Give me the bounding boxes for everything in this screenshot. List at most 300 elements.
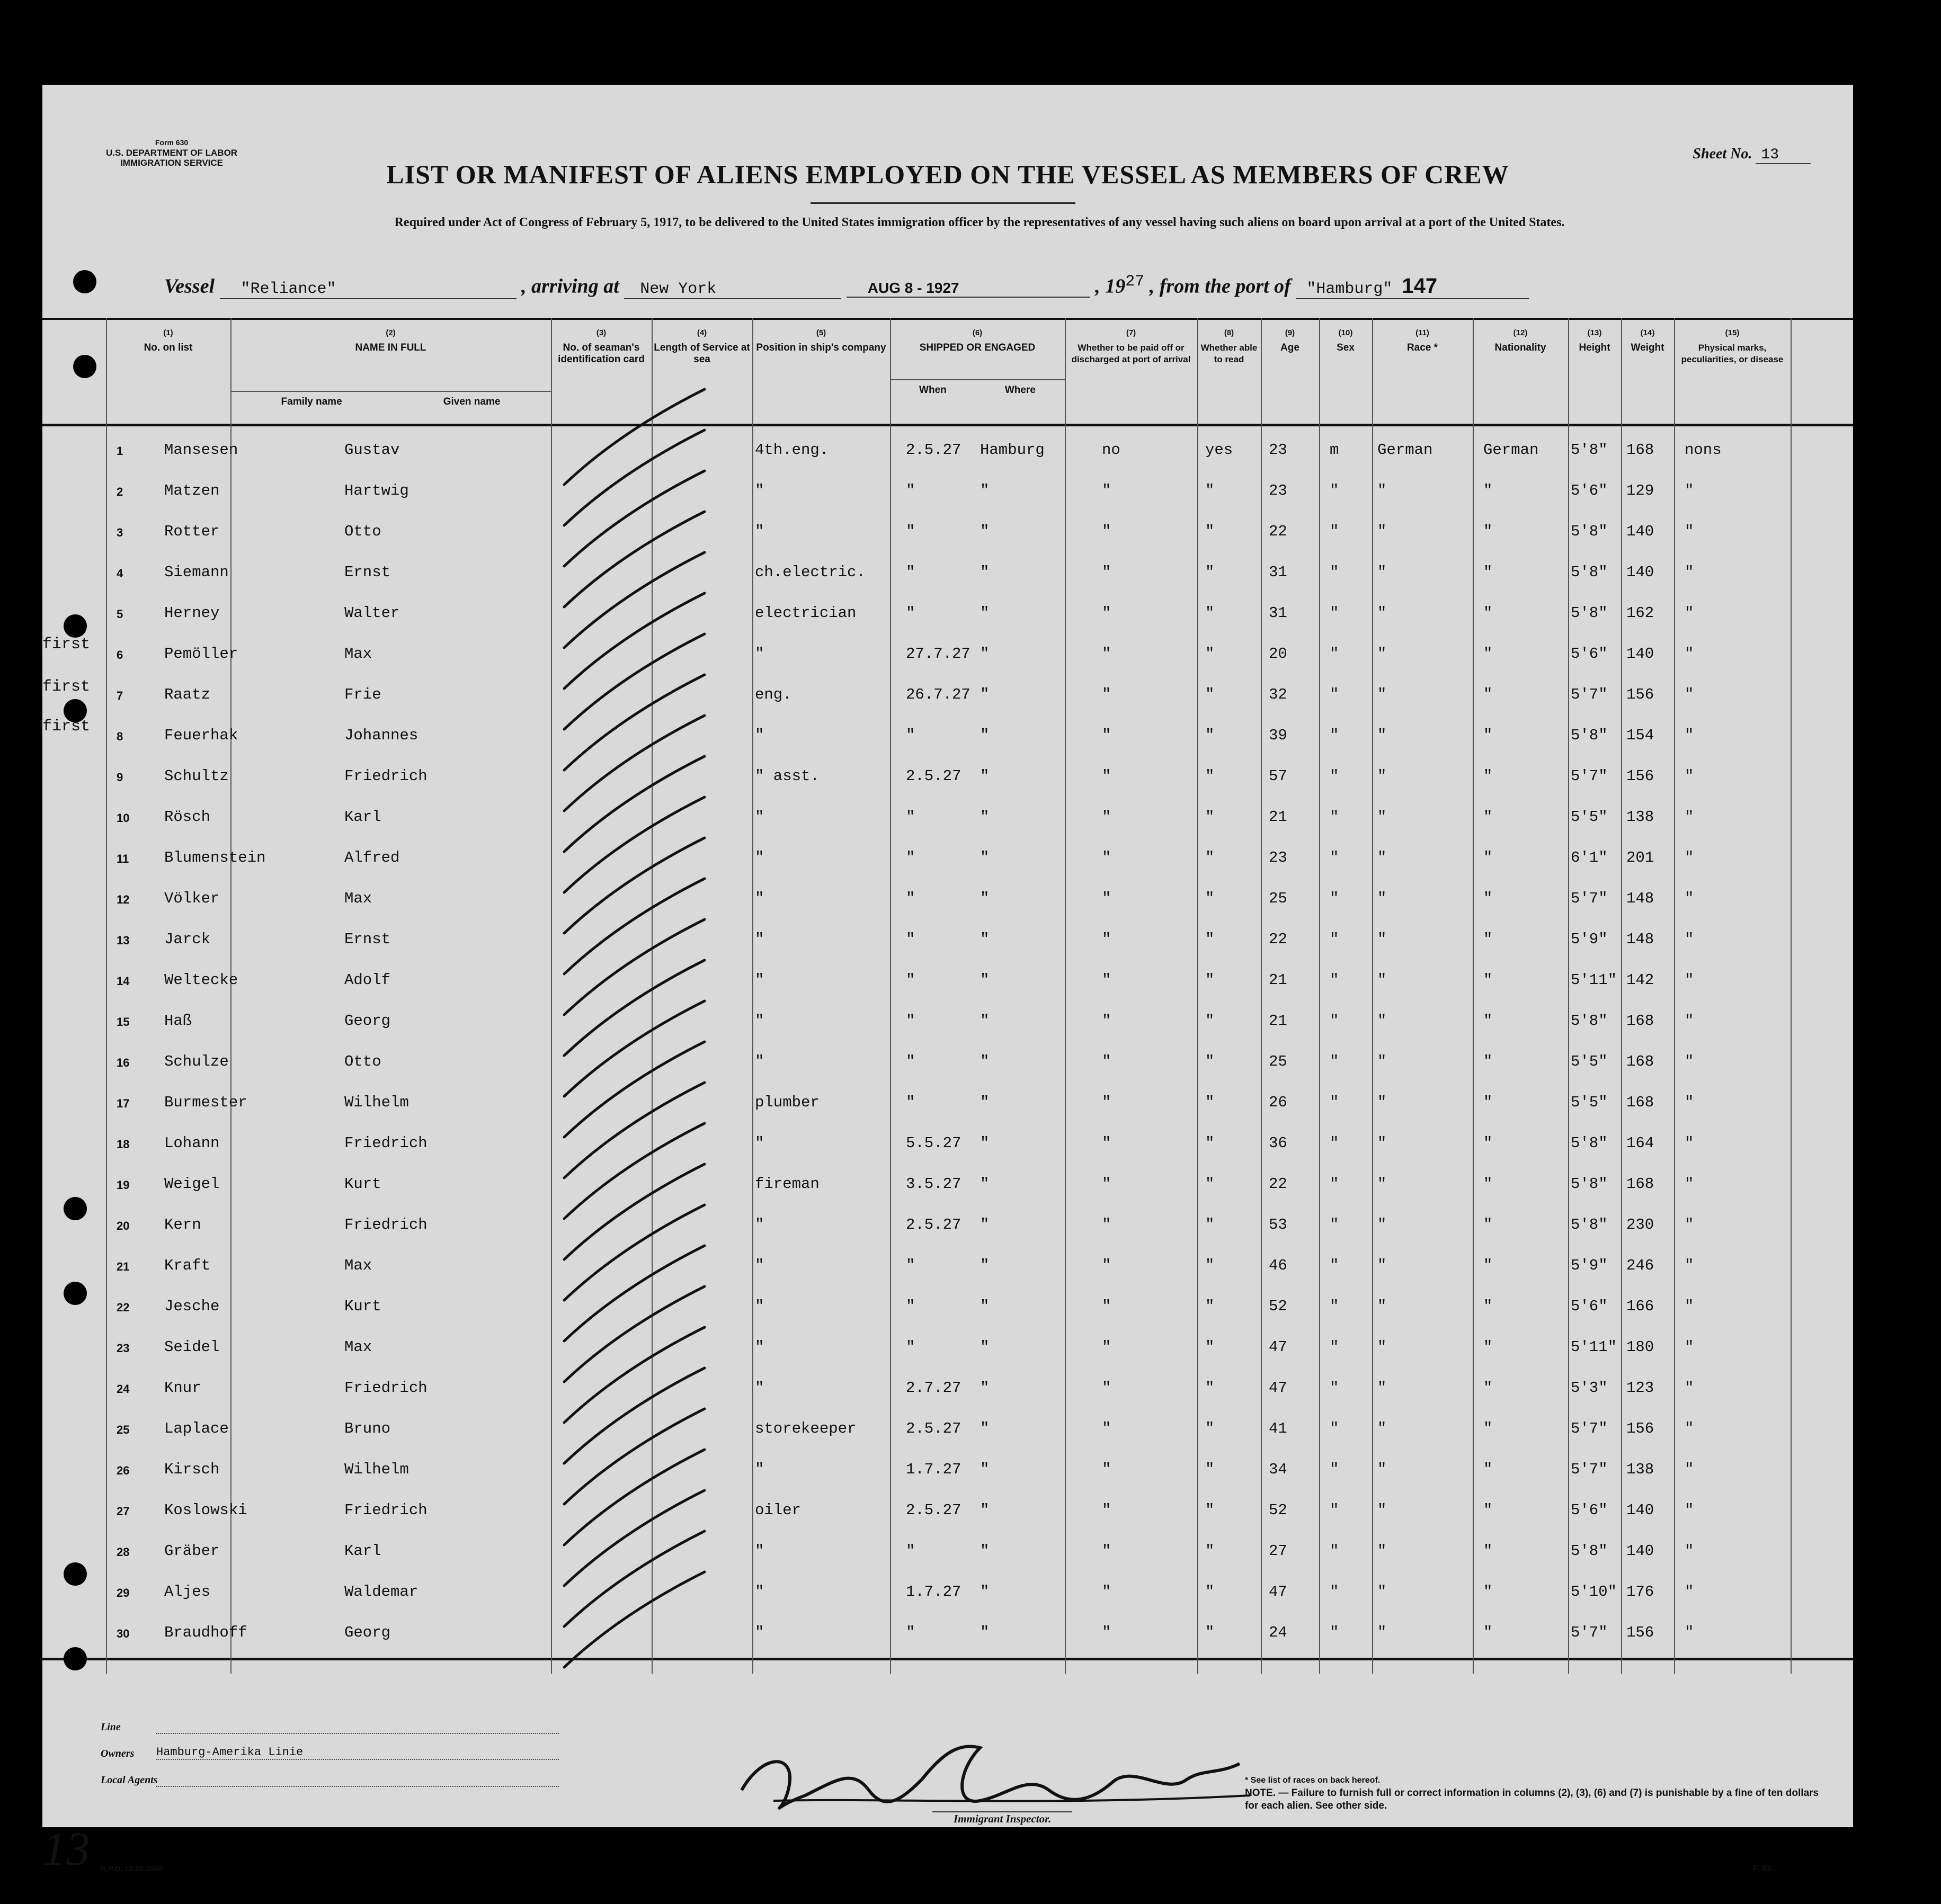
stamp-number: 147 xyxy=(1402,274,1438,298)
cell-where: " xyxy=(980,1216,990,1233)
cell-position: " xyxy=(755,1379,764,1397)
cell-height: 5'8" xyxy=(1571,727,1608,744)
cell-age: 31 xyxy=(1269,564,1287,581)
cell-given: Kurt xyxy=(344,1175,381,1193)
cell-no: 13 xyxy=(117,934,130,947)
arriving-label: , arriving at xyxy=(521,275,619,298)
cell-where: " xyxy=(980,1624,990,1641)
from-port-label: , from the port of xyxy=(1149,275,1291,298)
cell-paid: " xyxy=(1102,1624,1111,1641)
table-row xyxy=(42,595,1853,634)
cell-no: 16 xyxy=(117,1056,130,1069)
cell-nat: " xyxy=(1483,1501,1493,1519)
cell-marks: " xyxy=(1685,1134,1694,1152)
cell-sex: " xyxy=(1330,1420,1339,1437)
cell-family: Lohann xyxy=(164,1134,220,1152)
cell-no: 4 xyxy=(117,567,123,580)
table-row xyxy=(42,1084,1853,1123)
cell-paid: " xyxy=(1102,808,1111,826)
cell-family: Weltecke xyxy=(164,971,238,989)
cell-read: " xyxy=(1205,1461,1215,1478)
cell-family: Aljes xyxy=(164,1583,211,1601)
cell-no: 12 xyxy=(117,893,130,906)
cell-sex: " xyxy=(1330,849,1339,866)
cell-where: " xyxy=(980,849,990,866)
cell-where: " xyxy=(980,1012,990,1030)
cell-no: 21 xyxy=(117,1260,130,1273)
table-row xyxy=(42,1451,1853,1490)
cell-nat: " xyxy=(1483,482,1493,499)
table-row xyxy=(42,1003,1853,1042)
cell-paid: " xyxy=(1102,1461,1111,1478)
cell-position: " xyxy=(755,523,764,540)
cell-position: " xyxy=(755,1134,764,1152)
cell-family: Raatz xyxy=(164,686,211,703)
cell-position: ch.electric. xyxy=(755,564,866,581)
cell-read: " xyxy=(1205,1338,1215,1356)
table-row xyxy=(42,1288,1853,1327)
cell-when: 2.5.27 xyxy=(906,441,961,459)
cell-where: " xyxy=(980,523,990,540)
cell-when: 1.7.27 xyxy=(906,1461,961,1478)
cell-where: " xyxy=(980,645,990,663)
cell-when: " xyxy=(906,564,915,581)
cell-given: Hartwig xyxy=(344,482,409,499)
punch-hole xyxy=(64,1647,87,1670)
cell-family: Haß xyxy=(164,1012,192,1030)
cell-position: " xyxy=(755,727,764,744)
cell-sex: " xyxy=(1330,482,1339,499)
cell-position: 4th.eng. xyxy=(755,441,829,459)
header-length-service: (4) Length of Service at sea xyxy=(654,328,750,365)
cell-race: " xyxy=(1377,1338,1387,1356)
cell-race: " xyxy=(1377,1379,1387,1397)
cell-paid: " xyxy=(1102,482,1111,499)
cell-age: 32 xyxy=(1269,686,1287,703)
cell-marks: " xyxy=(1685,971,1694,989)
cell-position: " xyxy=(755,1542,764,1560)
cell-marks: " xyxy=(1685,686,1694,703)
cell-age: 22 xyxy=(1269,1175,1287,1193)
cell-no: 28 xyxy=(117,1545,130,1559)
cell-family: Gräber xyxy=(164,1542,220,1560)
header-sex: (10) Sex xyxy=(1337,328,1355,353)
cell-marks: " xyxy=(1685,1053,1694,1070)
cell-race: " xyxy=(1377,890,1387,907)
cell-paid: " xyxy=(1102,1542,1111,1560)
cell-position: " xyxy=(755,1257,764,1274)
cell-read: " xyxy=(1205,1134,1215,1152)
header-shipped: (6) SHIPPED OR ENGAGED When Where xyxy=(890,327,1065,396)
cell-marks: " xyxy=(1685,1624,1694,1641)
agents-label: Local Agents xyxy=(101,1774,158,1786)
cell-nat: " xyxy=(1483,1420,1493,1437)
cell-weight: 140 xyxy=(1626,564,1654,581)
cell-weight: 168 xyxy=(1626,1012,1654,1030)
cell-age: 52 xyxy=(1269,1501,1287,1519)
cell-weight: 123 xyxy=(1626,1379,1654,1397)
cell-no: 18 xyxy=(117,1138,130,1151)
footnote xyxy=(1245,1774,1828,1812)
cell-read: " xyxy=(1205,645,1215,663)
cell-position: oiler xyxy=(755,1501,802,1519)
cell-nat: " xyxy=(1483,1094,1493,1111)
cell-age: 21 xyxy=(1269,971,1287,989)
cell-read: " xyxy=(1205,1501,1215,1519)
cell-height: 5'8" xyxy=(1571,1134,1608,1152)
cell-weight: 154 xyxy=(1626,727,1654,744)
manifest-sheet xyxy=(42,85,1853,1875)
cell-where: " xyxy=(980,1094,990,1111)
cell-position: plumber xyxy=(755,1094,820,1111)
cell-given: Ernst xyxy=(344,931,391,948)
cell-position: storekeeper xyxy=(755,1420,857,1437)
cell-nat: " xyxy=(1483,1257,1493,1274)
cell-given: Karl xyxy=(344,808,381,826)
cell-height: 5'7" xyxy=(1571,767,1608,785)
cell-weight: 168 xyxy=(1626,441,1654,459)
cell-given: Karl xyxy=(344,1542,381,1560)
cell-race: " xyxy=(1377,686,1387,703)
cell-where: " xyxy=(980,1134,990,1152)
cell-read: " xyxy=(1205,767,1215,785)
service-name: IMMIGRATION SERVICE xyxy=(120,158,224,168)
cell-weight: 138 xyxy=(1626,1461,1654,1478)
cell-age: 27 xyxy=(1269,1542,1287,1560)
header-where: Where xyxy=(1004,385,1036,396)
cell-given: Max xyxy=(344,645,372,663)
cell-no: 10 xyxy=(117,811,130,825)
cell-position: " xyxy=(755,1624,764,1641)
cell-race: " xyxy=(1377,523,1387,540)
cell-race: German xyxy=(1377,441,1433,459)
cell-height: 5'6" xyxy=(1571,482,1608,499)
cell-paid: " xyxy=(1102,727,1111,744)
cell-age: 25 xyxy=(1269,1053,1287,1070)
departure-port-value: "Hamburg" xyxy=(1306,280,1393,298)
cell-age: 47 xyxy=(1269,1338,1287,1356)
cell-no: 6 xyxy=(117,648,123,662)
cell-marks: " xyxy=(1685,931,1694,948)
cell-height: 5'7" xyxy=(1571,1461,1608,1478)
cell-paid: " xyxy=(1102,1012,1111,1030)
cell-where: " xyxy=(980,1379,990,1397)
cell-paid: " xyxy=(1102,604,1111,622)
cell-age: 31 xyxy=(1269,604,1287,622)
cell-sex: " xyxy=(1330,808,1339,826)
table-row xyxy=(42,1329,1853,1368)
cell-given: Friedrich xyxy=(344,1379,428,1397)
cell-race: " xyxy=(1377,1257,1387,1274)
cell-when: " xyxy=(906,604,915,622)
cell-sex: m xyxy=(1330,441,1339,459)
cell-paid: " xyxy=(1102,1053,1111,1070)
cell-when: " xyxy=(906,482,915,499)
cell-no: 30 xyxy=(117,1627,130,1640)
cell-marks: " xyxy=(1685,523,1694,540)
cell-paid: " xyxy=(1102,1338,1111,1356)
cell-family: Braudhoff xyxy=(164,1624,247,1641)
cell-height: 5'8" xyxy=(1571,1216,1608,1233)
punch-hole xyxy=(73,270,96,293)
cell-marks: " xyxy=(1685,1012,1694,1030)
owners-field: Hamburg-Amerika Linie xyxy=(156,1746,559,1760)
cell-sex: " xyxy=(1330,890,1339,907)
cell-race: " xyxy=(1377,1134,1387,1152)
table-row xyxy=(42,962,1853,1001)
cell-position: fireman xyxy=(755,1175,820,1193)
cell-position: " xyxy=(755,1298,764,1315)
cell-age: 24 xyxy=(1269,1624,1287,1641)
cell-height: 5'6" xyxy=(1571,1298,1608,1315)
table-row xyxy=(42,513,1853,552)
cell-given: Otto xyxy=(344,1053,381,1070)
cell-position: " xyxy=(755,1053,764,1070)
cell-height: 5'8" xyxy=(1571,1542,1608,1560)
cell-given: Georg xyxy=(344,1012,391,1030)
cell-read: " xyxy=(1205,523,1215,540)
table-row xyxy=(42,1574,1853,1613)
cell-nat: " xyxy=(1483,931,1493,948)
cell-marks: " xyxy=(1685,727,1694,744)
cell-sex: " xyxy=(1330,971,1339,989)
cell-paid: " xyxy=(1102,890,1111,907)
cell-where: " xyxy=(980,1461,990,1478)
cell-read: " xyxy=(1205,1012,1215,1030)
cell-when: " xyxy=(906,1624,915,1641)
date-stamp: AUG 8 - 1927 xyxy=(847,280,1090,298)
cell-when: 26.7.27 xyxy=(906,686,970,703)
cell-read: " xyxy=(1205,727,1215,744)
table-row xyxy=(42,676,1853,716)
cell-age: 21 xyxy=(1269,808,1287,826)
side-note: first xyxy=(42,636,91,654)
cell-height: 5'10" xyxy=(1571,1583,1617,1601)
cell-paid: " xyxy=(1102,1583,1111,1601)
cell-read: " xyxy=(1205,564,1215,581)
cell-read: " xyxy=(1205,1379,1215,1397)
cell-family: Pemöller xyxy=(164,645,238,663)
cell-where: " xyxy=(980,767,990,785)
race-note: * See list of races on back hereof. xyxy=(1245,1776,1381,1785)
cell-race: " xyxy=(1377,808,1387,826)
cell-when: " xyxy=(906,1338,915,1356)
cell-race: " xyxy=(1377,849,1387,866)
cell-family: Laplace xyxy=(164,1420,229,1437)
cell-age: 57 xyxy=(1269,767,1287,785)
cell-when: 2.5.27 xyxy=(906,1501,961,1519)
cell-race: " xyxy=(1377,645,1387,663)
cell-sex: " xyxy=(1330,1583,1339,1601)
cell-marks: " xyxy=(1685,1094,1694,1111)
table-row xyxy=(42,717,1853,756)
cell-height: 5'9" xyxy=(1571,1257,1608,1274)
cell-weight: 166 xyxy=(1626,1298,1654,1315)
cell-age: 20 xyxy=(1269,645,1287,663)
cell-race: " xyxy=(1377,1420,1387,1437)
cell-height: 5'5" xyxy=(1571,808,1608,826)
cell-read: " xyxy=(1205,1542,1215,1560)
cell-paid: no xyxy=(1102,441,1120,459)
cell-paid: " xyxy=(1102,767,1111,785)
cell-where: " xyxy=(980,1298,990,1315)
cell-marks: " xyxy=(1685,1461,1694,1478)
cell-paid: " xyxy=(1102,1134,1111,1152)
cell-sex: " xyxy=(1330,1094,1339,1111)
cell-given: Waldemar xyxy=(344,1583,419,1601)
cell-height: 6'1" xyxy=(1571,849,1608,866)
punch-hole xyxy=(64,1282,87,1305)
cell-marks: " xyxy=(1685,1501,1694,1519)
cell-paid: " xyxy=(1102,931,1111,948)
cell-read: " xyxy=(1205,1175,1215,1193)
cell-position: " xyxy=(755,1338,764,1356)
cell-race: " xyxy=(1377,767,1387,785)
cell-nat: " xyxy=(1483,1053,1493,1070)
cell-height: 5'7" xyxy=(1571,1420,1608,1437)
cell-when: " xyxy=(906,1094,915,1111)
cell-sex: " xyxy=(1330,1501,1339,1519)
cell-position: " xyxy=(755,1216,764,1233)
cell-where: " xyxy=(980,1583,990,1601)
table-row xyxy=(42,636,1853,675)
cell-when: " xyxy=(906,1053,915,1070)
cell-family: Völker xyxy=(164,890,220,907)
cell-marks: " xyxy=(1685,482,1694,499)
cell-when: " xyxy=(906,931,915,948)
cell-given: Adolf xyxy=(344,971,391,989)
header-weight: (14) Weight xyxy=(1631,328,1664,353)
side-note: first xyxy=(42,718,91,736)
cell-weight: 156 xyxy=(1626,767,1654,785)
cell-height: 5'3" xyxy=(1571,1379,1608,1397)
cell-weight: 246 xyxy=(1626,1257,1654,1274)
cell-nat: " xyxy=(1483,1379,1493,1397)
cell-where: " xyxy=(980,1338,990,1356)
cell-marks: " xyxy=(1685,1216,1694,1233)
cell-when: 5.5.27 xyxy=(906,1134,961,1152)
cell-nat: " xyxy=(1483,1542,1493,1560)
cell-weight: 201 xyxy=(1626,849,1654,866)
cell-weight: 180 xyxy=(1626,1338,1654,1356)
cell-paid: " xyxy=(1102,971,1111,989)
cell-weight: 140 xyxy=(1626,645,1654,663)
cell-nat: " xyxy=(1483,1338,1493,1356)
cell-no: 11 xyxy=(117,852,129,865)
cell-age: 23 xyxy=(1269,482,1287,499)
cell-where: " xyxy=(980,686,990,703)
cell-no: 24 xyxy=(117,1382,130,1396)
cell-marks: " xyxy=(1685,645,1694,663)
cell-weight: 230 xyxy=(1626,1216,1654,1233)
cell-age: 41 xyxy=(1269,1420,1287,1437)
cell-where: " xyxy=(980,1175,990,1193)
cell-marks: " xyxy=(1685,1420,1694,1437)
cell-marks: " xyxy=(1685,1583,1694,1601)
cell-marks: " xyxy=(1685,1379,1694,1397)
cell-height: 5'8" xyxy=(1571,604,1608,622)
cell-marks: " xyxy=(1685,890,1694,907)
cell-read: " xyxy=(1205,931,1215,948)
cell-marks: " xyxy=(1685,767,1694,785)
table-row xyxy=(42,921,1853,960)
cell-given: Otto xyxy=(344,523,381,540)
cell-nat: " xyxy=(1483,604,1493,622)
cell-paid: " xyxy=(1102,1298,1111,1315)
cell-when: " xyxy=(906,1298,915,1315)
cell-read: " xyxy=(1205,482,1215,499)
cell-race: " xyxy=(1377,931,1387,948)
cell-no: 25 xyxy=(117,1423,130,1436)
cell-read: " xyxy=(1205,1624,1215,1641)
cell-age: 36 xyxy=(1269,1134,1287,1152)
cell-sex: " xyxy=(1330,1298,1339,1315)
cell-family: Kraft xyxy=(164,1257,211,1274)
cell-given: Friedrich xyxy=(344,1216,428,1233)
cell-age: 52 xyxy=(1269,1298,1287,1315)
cell-race: " xyxy=(1377,971,1387,989)
cell-no: 2 xyxy=(117,485,123,498)
cell-marks: " xyxy=(1685,1338,1694,1356)
agents-field xyxy=(156,1773,559,1787)
cell-age: 22 xyxy=(1269,523,1287,540)
cell-nat: " xyxy=(1483,849,1493,866)
header-name-in-full: (2) NAME IN FULL Family name Given name xyxy=(230,327,551,408)
cell-sex: " xyxy=(1330,1542,1339,1560)
header-position: (5) Position in ship's company xyxy=(756,328,886,353)
cell-no: 3 xyxy=(117,526,123,539)
cell-weight: 140 xyxy=(1626,523,1654,540)
cell-given: Alfred xyxy=(344,849,400,866)
cell-given: Ernst xyxy=(344,564,391,581)
cell-marks: " xyxy=(1685,1298,1694,1315)
cell-marks: " xyxy=(1685,1257,1694,1274)
cell-where: " xyxy=(980,931,990,948)
cell-paid: " xyxy=(1102,849,1111,866)
cell-position: " xyxy=(755,890,764,907)
cell-paid: " xyxy=(1102,1379,1111,1397)
cell-paid: " xyxy=(1102,1257,1111,1274)
cell-read: " xyxy=(1205,1420,1215,1437)
sheet-number-value: 13 xyxy=(1756,147,1811,164)
cell-given: Johannes xyxy=(344,727,419,744)
year-value: 27 xyxy=(1125,273,1145,291)
cell-race: " xyxy=(1377,1501,1387,1519)
cell-weight: 148 xyxy=(1626,931,1654,948)
punch-hole xyxy=(73,355,96,378)
cell-where: Hamburg xyxy=(980,441,1045,459)
cell-sex: " xyxy=(1330,727,1339,744)
cell-age: 23 xyxy=(1269,441,1287,459)
cell-family: Schulze xyxy=(164,1053,229,1070)
cell-where: " xyxy=(980,482,990,499)
cell-weight: 162 xyxy=(1626,604,1654,622)
table-row xyxy=(42,472,1853,512)
cell-when: 2.5.27 xyxy=(906,767,961,785)
cell-read: " xyxy=(1205,808,1215,826)
cell-position: " asst. xyxy=(755,767,820,785)
vessel-line xyxy=(164,273,1529,299)
cell-race: " xyxy=(1377,604,1387,622)
table-row xyxy=(42,432,1853,471)
cell-given: Gustav xyxy=(344,441,400,459)
table-row xyxy=(42,1206,1853,1246)
cell-given: Bruno xyxy=(344,1420,391,1437)
cell-sex: " xyxy=(1330,1053,1339,1070)
table-row xyxy=(42,1247,1853,1286)
handwritten-page-number: 13 xyxy=(42,1823,90,1875)
cell-paid: " xyxy=(1102,1501,1111,1519)
